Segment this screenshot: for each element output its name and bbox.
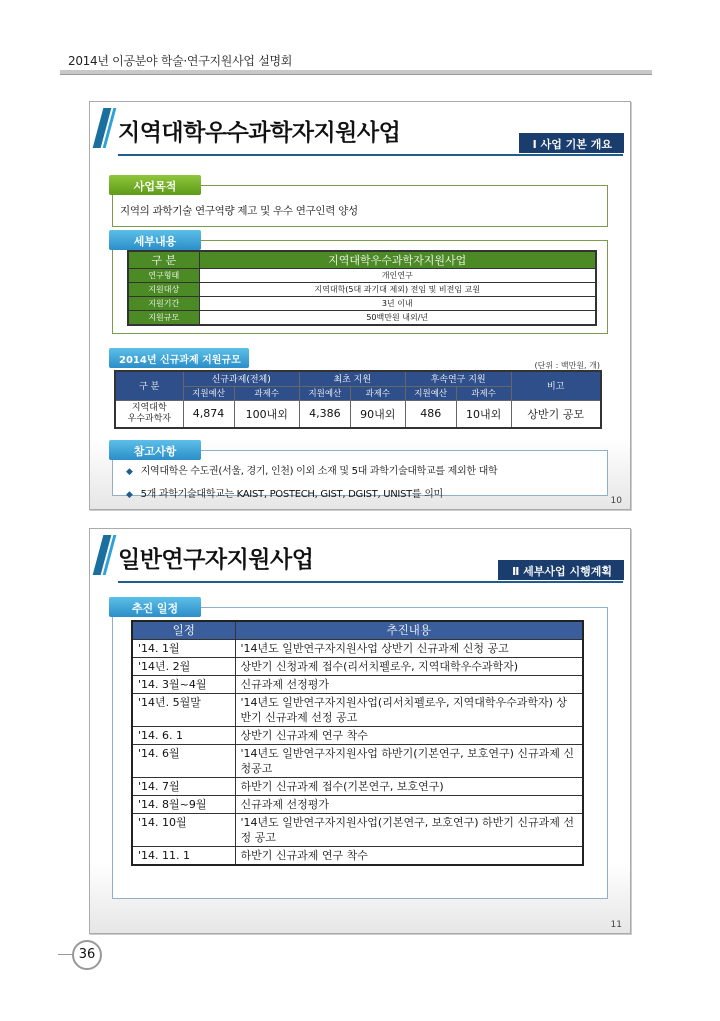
detail-header-program: 지역대학우수과학자지원사업 <box>199 251 596 269</box>
table-row: '14. 3월~4월 신규과제 선정평가 <box>132 676 583 694</box>
scale-subheader: 과제수 <box>456 386 511 400</box>
title-underline <box>118 581 623 583</box>
detail-row-label: 지원규모 <box>128 311 199 325</box>
table-row: '14년. 2월 상반기 신청과제 접수(리서치펠로우, 지역대학우수과학자) <box>132 658 583 676</box>
table-row: '14. 8월~9월 신규과제 선정평가 <box>132 796 583 814</box>
schedule-header-date: 일정 <box>132 621 235 640</box>
scale-header-group: 후속연구 지원 <box>405 371 511 386</box>
header-rule-thin <box>60 74 652 75</box>
scale-header-group: 신규과제(전체) <box>183 371 299 386</box>
unit-note: (단위 : 백만원, 개) <box>534 361 600 370</box>
detail-table <box>127 250 597 326</box>
slide-title: 지역대학우수과학자지원사업 <box>118 120 401 146</box>
schedule-header-content: 추진내용 <box>235 621 583 640</box>
slide-11 <box>89 528 631 934</box>
table-row: '14. 11. 1 하반기 신규과제 연구 착수 <box>132 847 583 866</box>
detail-row-label: 지원기간 <box>128 297 199 311</box>
scale-value: 100내외 <box>234 400 299 428</box>
table-row: '14년. 5월말 '14년도 일반연구자지원사업(리서치펠로우, 지역대학우수과학자) 상반기 신규과제 선정 공고 <box>132 694 583 727</box>
table-row: '14. 6. 1 상반기 신규과제 연구 착수 <box>132 727 583 745</box>
reference-item: ◆ 5개 과학기술대학교는 KAIST, POSTECH, GIST, DGIST, UNIST를 의미 <box>126 489 443 500</box>
scale-value: 4,386 <box>299 400 350 428</box>
purpose-label: 사업목적 <box>109 175 201 195</box>
purpose-text: 지역의 과학기술 연구역량 제고 및 우수 연구인력 양성 <box>120 205 358 217</box>
detail-label: 세부내용 <box>109 230 201 250</box>
document-header: 2014년 이공분야 학술·연구지원사업 설명회 <box>68 54 293 68</box>
scale-label: 2014년 신규과제 지원규모 <box>109 348 249 368</box>
detail-row-value: 지역대학(5대 과기대 제외) 전임 및 비전임 교원 <box>199 283 596 297</box>
slide-10 <box>89 101 631 510</box>
scale-row-label: 지역대학 우수과학자 <box>115 400 183 428</box>
scale-value: 4,874 <box>183 400 234 428</box>
scale-table <box>114 370 602 429</box>
section-badge: Ⅰ 사업 기본 개요 <box>519 133 624 153</box>
detail-row-value: 50백만원 내외/년 <box>199 311 596 325</box>
scale-subheader: 과제수 <box>350 386 405 400</box>
diamond-bullet-icon: ◆ <box>126 467 133 477</box>
scale-subheader: 지원예산 <box>405 386 456 400</box>
detail-header-gubun: 구 분 <box>128 251 199 269</box>
table-row: '14. 10월 '14년도 일반연구자지원사업(기본연구, 보호연구) 하반기 신규과제 선정 공고 <box>132 814 583 847</box>
diamond-bullet-icon: ◆ <box>126 490 133 500</box>
scale-subheader: 지원예산 <box>299 386 350 400</box>
detail-row-value: 3년 이내 <box>199 297 596 311</box>
scale-value: 90내외 <box>350 400 405 428</box>
detail-row-label: 지원대상 <box>128 283 199 297</box>
schedule-label: 추진 일정 <box>109 597 201 617</box>
section-badge: Ⅱ 세부사업 시행계획 <box>498 560 624 580</box>
page-number-badge: 36 <box>72 940 102 970</box>
detail-row-value: 개인연구 <box>199 269 596 283</box>
reference-item: ◆ 지역대학은 수도권(서울, 경기, 인천) 이외 소재 및 5대 과학기술대학교를 제외한 대학 <box>126 466 498 477</box>
table-row: '14. 6월 '14년도 일반연구자지원사업 하반기(기본연구, 보호연구) 신규과제 신청공고 <box>132 745 583 778</box>
scale-value: 486 <box>405 400 456 428</box>
table-row: '14. 1월 '14년도 일반연구자지원사업 상반기 신규과제 신청 공고 <box>132 640 583 658</box>
table-row: '14. 7월 하반기 신규과제 접수(기본연구, 보호연구) <box>132 778 583 796</box>
scale-subheader: 지원예산 <box>183 386 234 400</box>
reference-list <box>126 462 497 508</box>
scale-remark: 상반기 공모 <box>511 400 601 428</box>
scale-header-gubun: 구 분 <box>115 371 183 400</box>
schedule-table <box>131 620 584 866</box>
slide-title: 일반연구자지원사업 <box>118 547 314 573</box>
scale-header-remark: 비고 <box>511 371 601 400</box>
scale-subheader: 과제수 <box>234 386 299 400</box>
title-underline <box>118 154 623 156</box>
slide-page-number: 10 <box>610 496 622 506</box>
scale-header-group: 최초 지원 <box>299 371 405 386</box>
reference-label: 참고사항 <box>109 440 201 460</box>
slide-page-number: 11 <box>610 920 622 930</box>
scale-value: 10내외 <box>456 400 511 428</box>
detail-row-label: 연구형태 <box>128 269 199 283</box>
